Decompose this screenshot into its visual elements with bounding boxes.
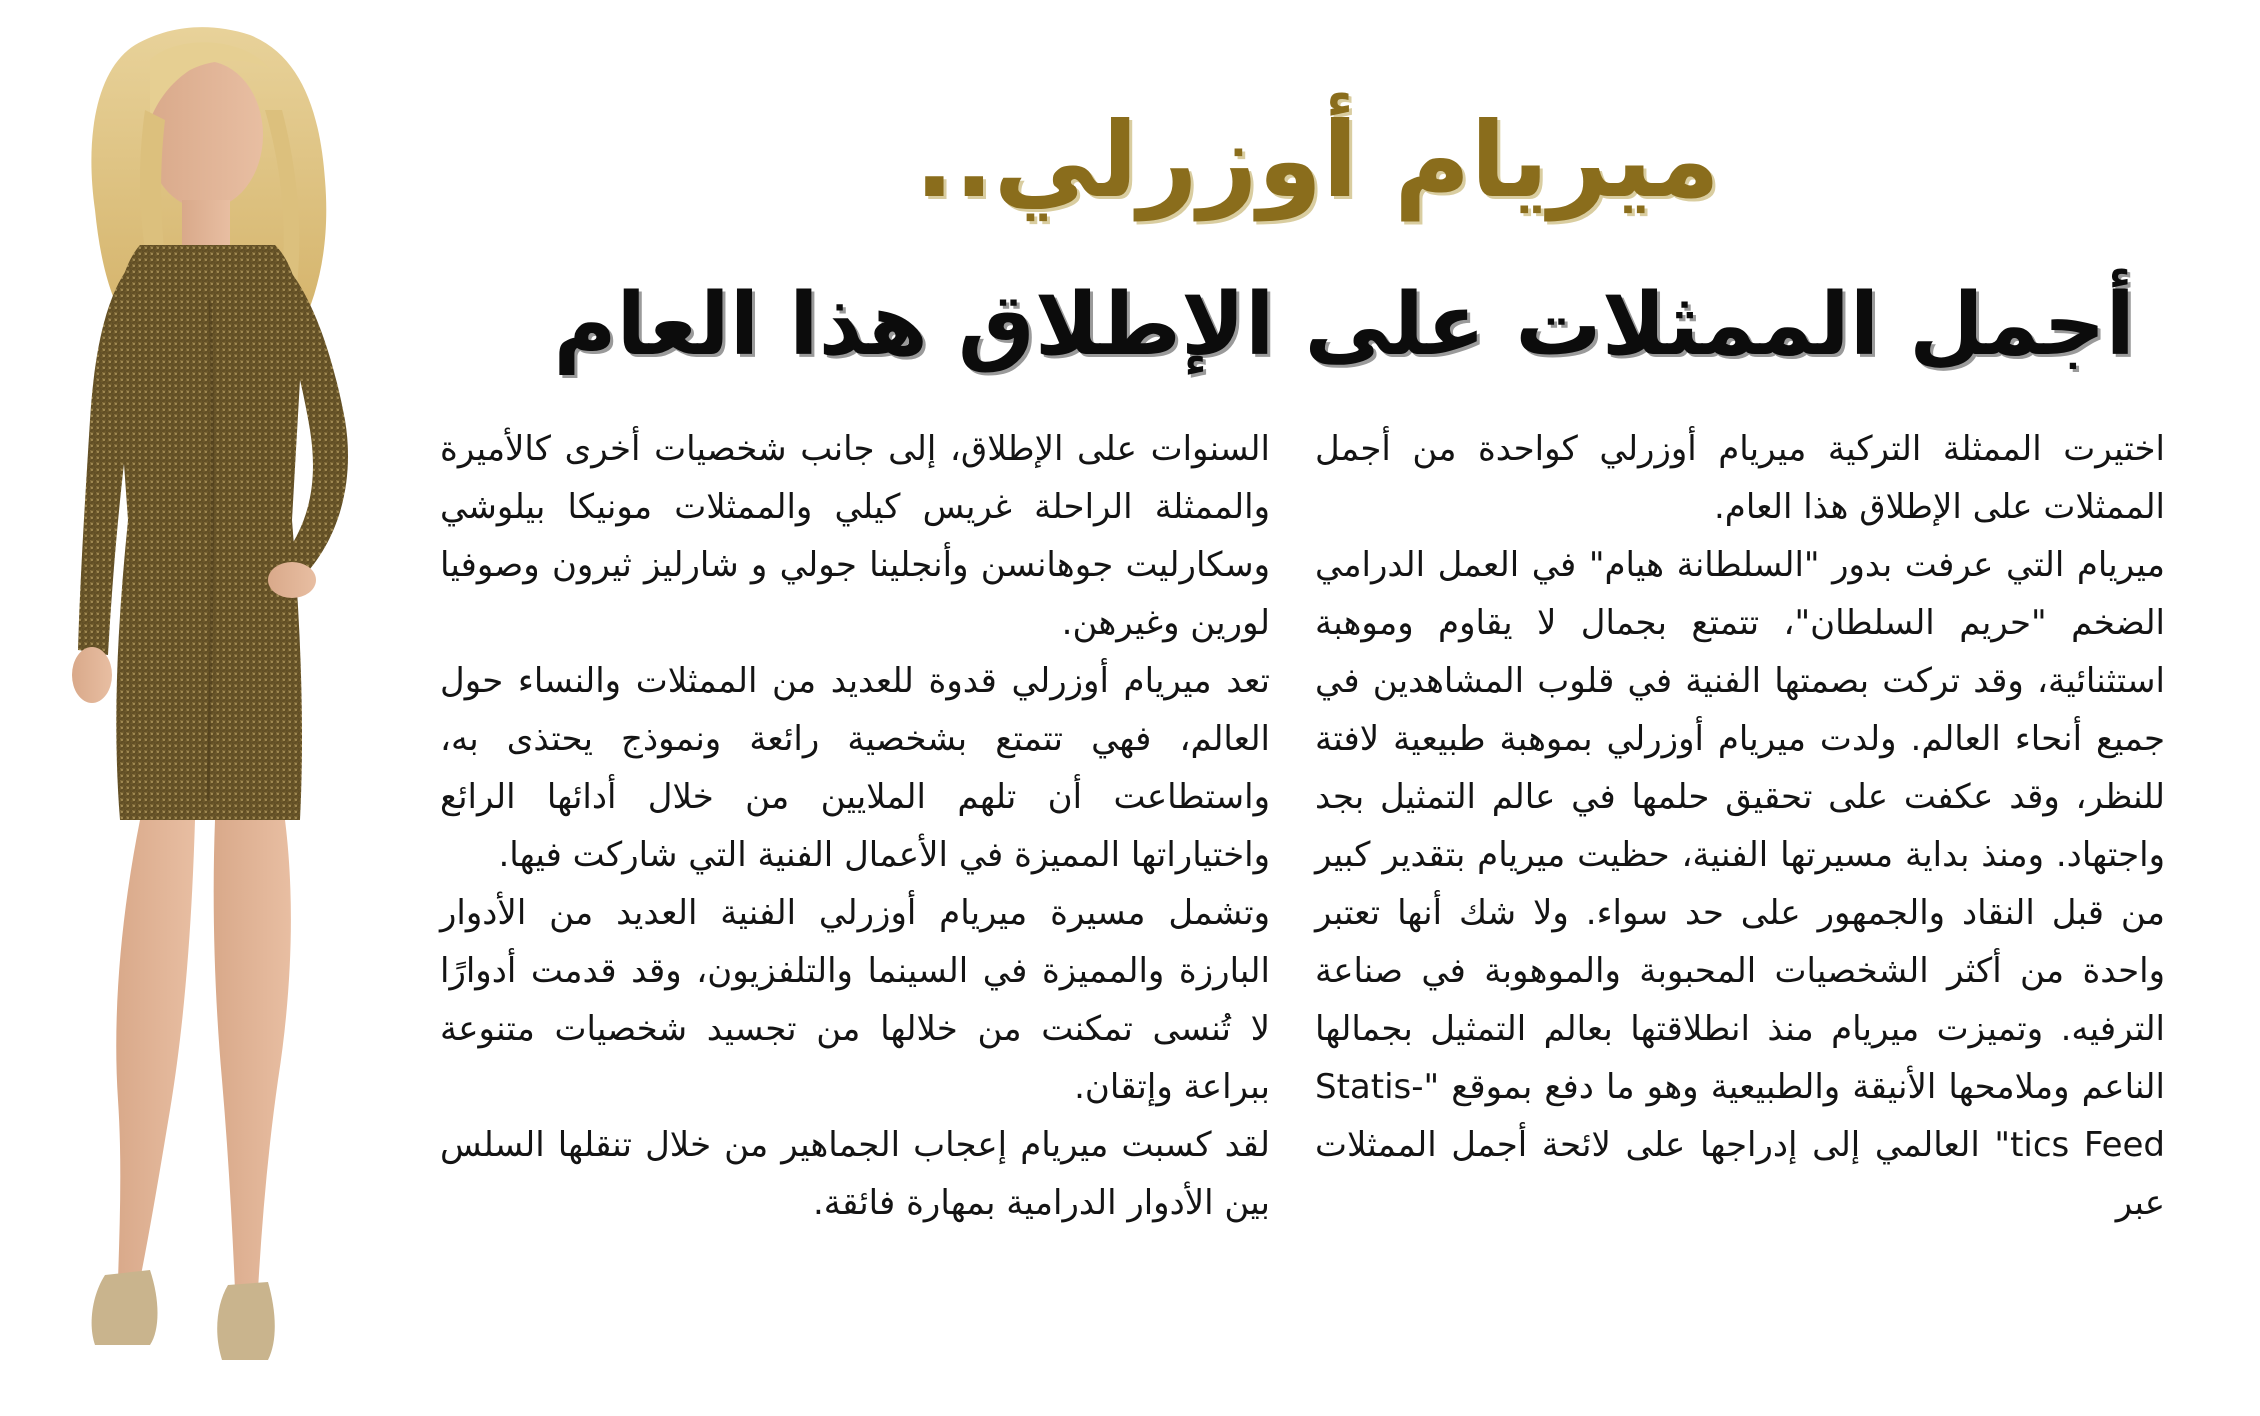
- paragraph: لقد كسبت ميريام إعجاب الجماهير من خلال تنقلها السلس بين الأدوار الدرامية بمهارة فائقة.: [440, 1125, 1270, 1223]
- actress-photo: [0, 0, 420, 1416]
- paragraph: اختيرت الممثلة التركية ميريام أوزرلي كواحدة من أجمل الممثلات على الإطلاق هذا العام.: [1315, 429, 2165, 527]
- paragraph: تعد ميريام أوزرلي قدوة للعديد من الممثلات والنساء حول العالم، فهي تتمتع بشخصية رائعة ونموذج يحتذى به، واستطاعت أن تلهم الملايين من خلال أدائها الرائع واختياراتها المميزة في الأعمال الفنية التي شاركت فيها.: [440, 661, 1270, 875]
- paragraph: ميريام التي عرفت بدور "السلطانة هيام" في العمل الدرامي الضخم "حريم السلطان"، تتمتع بجمال لا يقاوم وموهبة استثنائية، وقد تركت بصمتها الفنية في قلوب المشاهدين في جميع أنحاء العالم. ولدت ميريام أوزرلي بموهبة طبيعية لافتة للنظر، وقد عكفت على تحقيق حلمها في عالم التمثيل بجد واجتهاد. ومنذ بداية مسيرتها الفنية، حظيت ميريام بتقدير كبير من قبل النقاد والجمهور على حد سواء. ولا شك أنها تعتبر واحدة من أكثر الشخصيات المحبوبة والموهوبة في صناعة الترفيه. وتميزت ميريام منذ انطلاقتها بعالم التمثيل بجمالها الناعم وملامحها الأنيقة والطبيعية وهو ما دفع بموقع "Statis-tics Feed" العالمي إلى إدراجها على لائحة أجمل الممثلات عبر: [1315, 545, 2166, 1223]
- paragraph: وتشمل مسيرة ميريام أوزرلي الفنية العديد من الأدوار البارزة والمميزة في السينما والتلفزيون، وقد قدمت أدوارًا لا تُنسى تمكنت من خلالها من تجسيد شخصيات متنوعة ببراعة وإتقان.: [440, 893, 1270, 1107]
- headline-name: ميريام أوزرلي..: [914, 99, 1720, 221]
- paragraph: السنوات على الإطلاق، إلى جانب شخصيات أخرى كالأميرة والممثلة الراحلة غريس كيلي والممثلات مونيكا بيلوشي وسكارليت جوهانسن وأنجلينا جولي و شارليز ثيرون وصوفيا لورين وغيرهن.: [440, 429, 1270, 643]
- article-column-left: [440, 420, 1270, 1232]
- headline-subtitle: أجمل الممثلات على الإطلاق هذا العام: [553, 275, 2135, 375]
- article-column-right: [1315, 420, 2165, 1232]
